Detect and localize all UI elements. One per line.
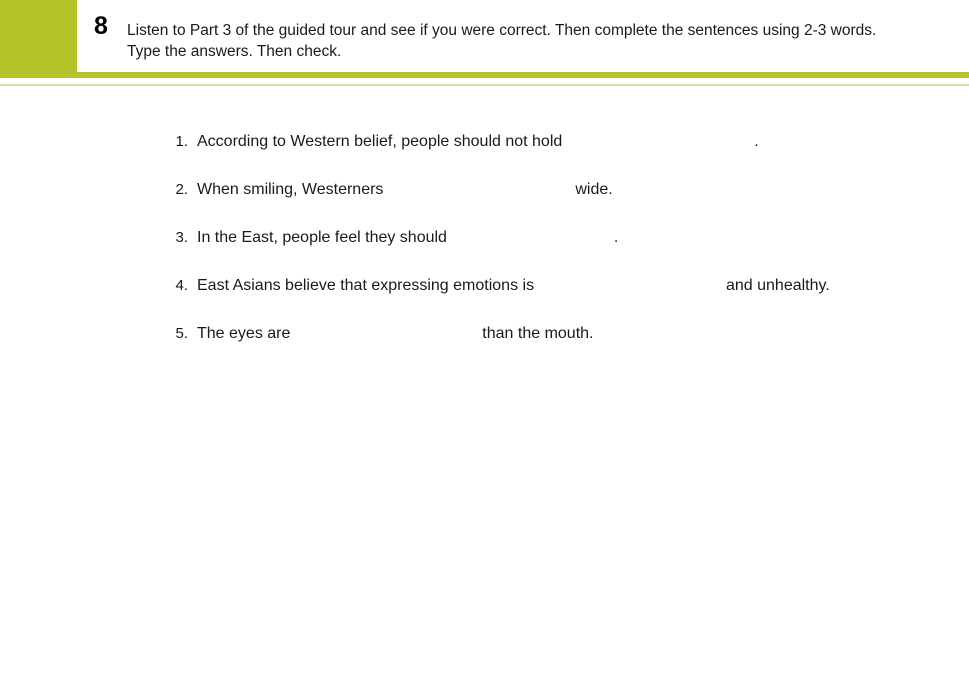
question-number-5: 5.: [175, 325, 188, 342]
question-list: [166, 130, 906, 370]
question-number-4: 4.: [175, 277, 188, 294]
question-text-before-3: In the East, people feel they should: [197, 229, 447, 246]
question-text-after-3: .: [613, 229, 619, 246]
question-item-3: [166, 226, 906, 250]
question-text-after-5: than the mouth.: [482, 325, 594, 342]
header-divider-thick: [0, 72, 969, 78]
answer-input-3[interactable]: [453, 226, 607, 250]
question-body-3: [197, 226, 906, 250]
answer-input-1[interactable]: [569, 130, 748, 154]
header-divider-thin: [0, 84, 969, 86]
question-text-before-4: East Asians believe that expressing emotions is: [197, 277, 535, 294]
answer-input-5[interactable]: [297, 322, 476, 346]
question-text-after-1: .: [754, 133, 759, 150]
question-item-2: [166, 178, 906, 202]
question-number-2: 2.: [175, 181, 188, 198]
question-body-1: [197, 130, 906, 154]
question-text-before-1: According to Western belief, people should not hold: [197, 133, 563, 150]
question-body-5: [197, 322, 906, 346]
question-item-4: [166, 274, 906, 298]
exercise-instructions: Listen to Part 3 of the guided tour and see if you were correct. Then complete the sentences using 2-3 words. Type the answers. Then check.: [127, 22, 877, 61]
question-number-3: 3.: [175, 229, 188, 246]
question-text-before-5: The eyes are: [197, 325, 291, 342]
question-text-after-4: and unhealthy.: [725, 277, 830, 294]
question-text-before-2: When smiling, Westerners: [197, 181, 384, 198]
question-item-1: [166, 130, 906, 154]
question-body-2: [197, 178, 906, 202]
header-color-block: [0, 0, 77, 72]
exercise-number: 8: [94, 12, 108, 40]
question-item-5: [166, 322, 906, 346]
answer-input-2[interactable]: [390, 178, 569, 202]
answer-input-4[interactable]: [541, 274, 720, 298]
exercise-header: [0, 0, 969, 78]
question-body-4: [197, 274, 906, 298]
question-text-after-2: wide.: [575, 181, 613, 198]
question-number-1: 1.: [175, 133, 188, 150]
